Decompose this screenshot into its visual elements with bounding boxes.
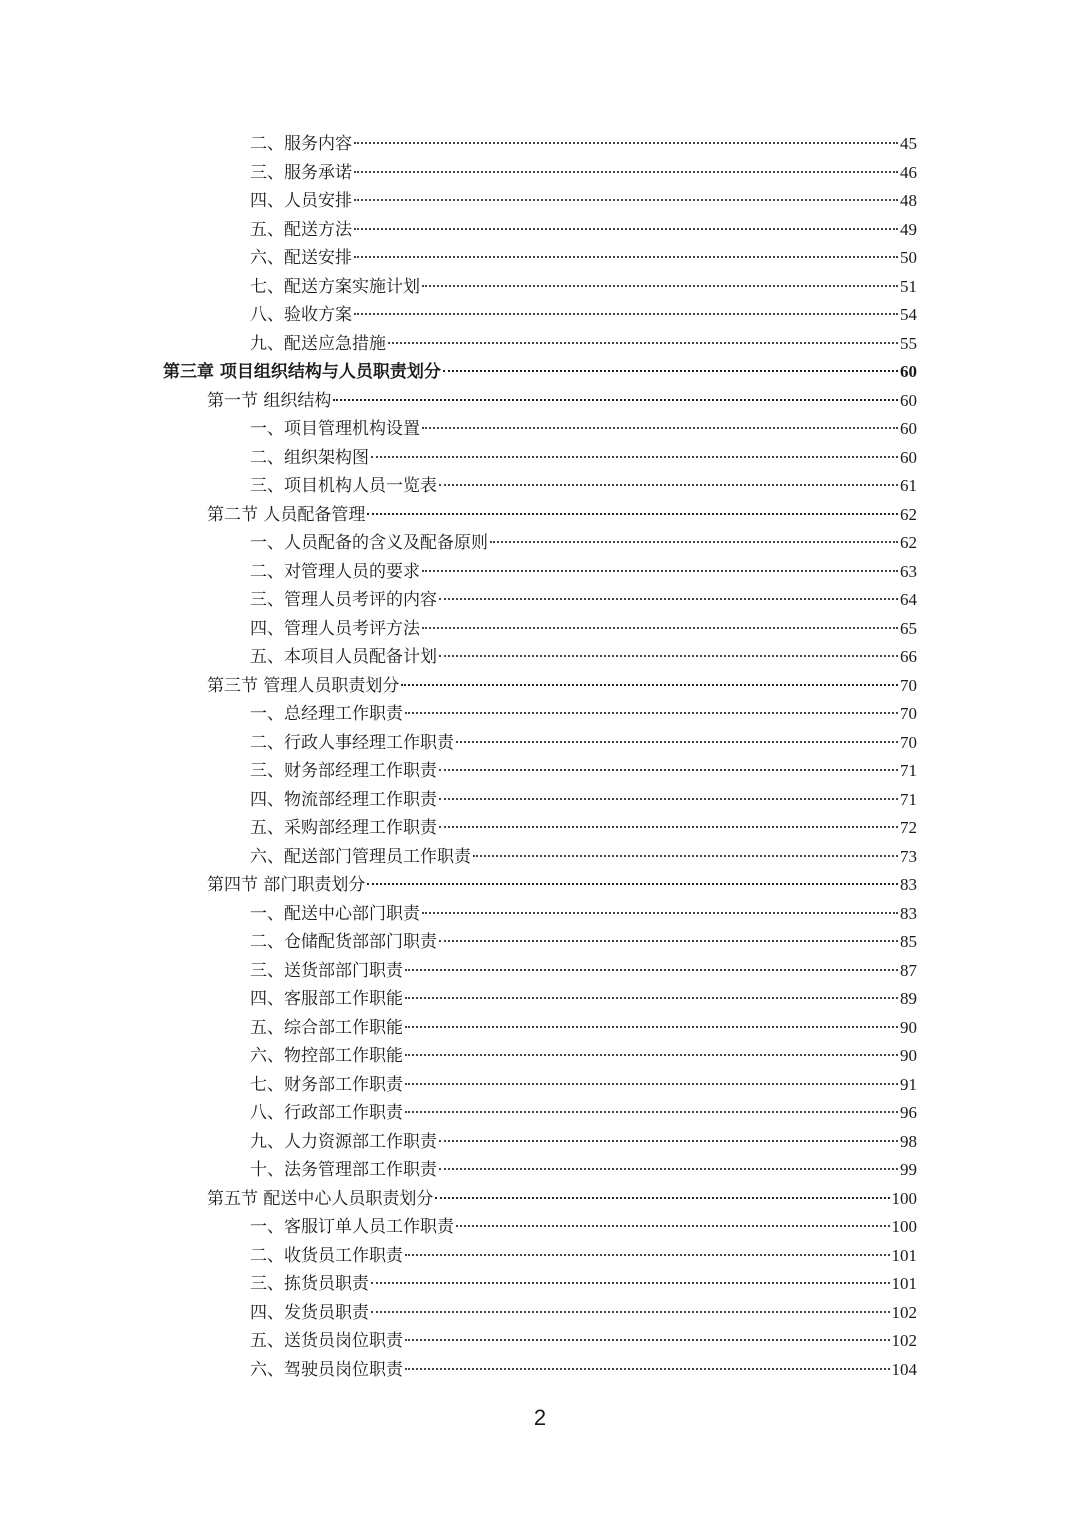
toc-item-entry[interactable] bbox=[0, 187, 917, 216]
toc-item-entry[interactable] bbox=[0, 1128, 917, 1157]
toc-item-entry[interactable] bbox=[0, 273, 917, 302]
toc-item-entry[interactable] bbox=[0, 757, 917, 786]
toc-entry-title: 一、配送中心部门职责 bbox=[250, 903, 420, 924]
toc-entry-title: 四、人员安排 bbox=[250, 191, 352, 211]
toc-item-entry[interactable] bbox=[0, 700, 917, 729]
toc-entry-title: 三、管理人员考评的内容 bbox=[250, 590, 437, 610]
toc-item-entry[interactable] bbox=[0, 444, 917, 473]
toc-entry-title: 二、对管理人员的要求 bbox=[250, 561, 420, 582]
dot-leader bbox=[405, 711, 898, 714]
dot-leader bbox=[354, 312, 898, 315]
dot-leader bbox=[354, 170, 898, 173]
toc-entry-title: 第五节 配送中心人员职责划分 bbox=[207, 1188, 434, 1209]
toc-item-entry[interactable] bbox=[0, 1099, 917, 1128]
toc-entry-page: 63 bbox=[900, 561, 917, 581]
toc-item-entry[interactable] bbox=[0, 643, 917, 672]
dot-leader bbox=[439, 825, 898, 828]
toc-entry-title: 第三节 管理人员职责划分 bbox=[207, 675, 400, 696]
toc-entry-title: 四、管理人员考评方法 bbox=[250, 618, 420, 639]
toc-entry-title: 二、仓储配货部部门职责 bbox=[250, 932, 437, 952]
toc-entry-title: 三、服务承诺 bbox=[250, 162, 352, 183]
dot-leader bbox=[439, 1139, 898, 1142]
dot-leader bbox=[439, 483, 898, 486]
toc-entry-title: 第四节 部门职责划分 bbox=[207, 875, 366, 895]
toc-entry-page: 62 bbox=[900, 504, 917, 524]
toc-entry-title: 十、法务管理部工作职责 bbox=[250, 1160, 437, 1180]
dot-leader bbox=[473, 854, 898, 857]
dot-leader bbox=[422, 569, 898, 572]
toc-entry-page: 50 bbox=[900, 248, 917, 267]
toc-item-entry[interactable] bbox=[0, 244, 917, 273]
toc-entry-title: 七、财务部工作职责 bbox=[250, 1074, 403, 1095]
toc-item-entry[interactable] bbox=[0, 415, 917, 444]
toc-entry-page: 91 bbox=[900, 1074, 917, 1094]
dot-leader bbox=[405, 1253, 890, 1256]
toc-entry-page: 46 bbox=[900, 162, 917, 182]
toc-entry-page: 65 bbox=[900, 618, 917, 638]
toc-entry-page: 70 bbox=[900, 732, 917, 752]
toc-entry-title: 一、客服订单人员工作职责 bbox=[250, 1217, 454, 1237]
toc-entry-page: 99 bbox=[900, 1160, 917, 1179]
toc-entry-page: 87 bbox=[900, 960, 917, 980]
toc-chapter-entry[interactable] bbox=[0, 358, 917, 387]
toc-entry-page: 60 bbox=[900, 390, 917, 410]
toc-entry-title: 三、送货部部门职责 bbox=[250, 960, 403, 981]
toc-section-entry[interactable] bbox=[0, 871, 917, 900]
toc-entry-page: 101 bbox=[891, 1274, 917, 1293]
toc-item-entry[interactable] bbox=[0, 1213, 917, 1242]
toc-entry-title: 二、组织架构图 bbox=[250, 447, 369, 468]
toc-entry-page: 72 bbox=[900, 818, 917, 837]
toc-entry-title: 九、配送应急措施 bbox=[250, 333, 386, 354]
toc-entry-title: 五、配送方法 bbox=[250, 219, 352, 240]
toc-entry-page: 98 bbox=[900, 1131, 917, 1151]
toc-item-entry[interactable] bbox=[0, 1071, 917, 1100]
toc-entry-page: 85 bbox=[900, 932, 917, 951]
toc-entry-title: 八、验收方案 bbox=[250, 305, 352, 325]
toc-entry-title: 三、项目机构人员一览表 bbox=[250, 476, 437, 496]
table-of-contents bbox=[0, 130, 1080, 1384]
toc-entry-title: 二、收货员工作职责 bbox=[250, 1245, 403, 1266]
toc-entry-title: 第三章 项目组织结构与人员职责划分 bbox=[163, 362, 441, 382]
toc-item-entry[interactable] bbox=[0, 843, 917, 872]
toc-entry-title: 六、配送安排 bbox=[250, 248, 352, 268]
dot-leader bbox=[405, 968, 898, 971]
toc-entry-page: 66 bbox=[900, 647, 917, 666]
dot-leader bbox=[439, 797, 898, 800]
toc-item-entry[interactable] bbox=[0, 1014, 917, 1043]
toc-entry-page: 55 bbox=[900, 333, 917, 353]
toc-entry-page: 51 bbox=[900, 276, 917, 296]
toc-entry-title: 三、财务部经理工作职责 bbox=[250, 761, 437, 781]
toc-item-entry[interactable] bbox=[0, 900, 917, 929]
toc-entry-title: 五、采购部经理工作职责 bbox=[250, 818, 437, 838]
dot-leader bbox=[333, 398, 898, 401]
dot-leader bbox=[439, 1167, 898, 1170]
toc-item-entry[interactable] bbox=[0, 1156, 917, 1185]
toc-entry-title: 一、人员配备的含义及配备原则 bbox=[250, 533, 488, 553]
toc-entry-title: 五、本项目人员配备计划 bbox=[250, 647, 437, 667]
toc-entry-title: 一、总经理工作职责 bbox=[250, 704, 403, 724]
dot-leader bbox=[435, 1196, 889, 1199]
toc-entry-page: 45 bbox=[900, 134, 917, 153]
toc-item-entry[interactable] bbox=[0, 301, 917, 330]
dot-leader bbox=[405, 996, 898, 999]
toc-item-entry[interactable] bbox=[0, 814, 917, 843]
dot-leader bbox=[456, 740, 898, 743]
toc-entry-title: 二、行政人事经理工作职责 bbox=[250, 732, 454, 753]
toc-section-entry[interactable] bbox=[0, 1185, 917, 1214]
toc-section-entry[interactable] bbox=[0, 501, 917, 530]
dot-leader bbox=[439, 939, 898, 942]
toc-entry-page: 62 bbox=[900, 533, 917, 552]
toc-item-entry[interactable] bbox=[0, 529, 917, 558]
toc-entry-title: 七、配送方案实施计划 bbox=[250, 276, 420, 297]
toc-item-entry[interactable] bbox=[0, 786, 917, 815]
toc-item-entry[interactable] bbox=[0, 928, 917, 957]
toc-entry-page: 100 bbox=[891, 1217, 917, 1236]
toc-entry-page: 60 bbox=[900, 419, 917, 438]
toc-item-entry[interactable] bbox=[0, 1242, 917, 1271]
toc-entry-title: 六、物控部工作职能 bbox=[250, 1046, 403, 1066]
toc-item-entry[interactable] bbox=[0, 1042, 917, 1071]
toc-entry-page: 71 bbox=[900, 789, 917, 809]
toc-entry-page: 60 bbox=[900, 362, 917, 381]
toc-entry-title: 四、发货员职责 bbox=[250, 1302, 369, 1323]
toc-entry-page: 61 bbox=[900, 476, 917, 495]
toc-entry-page: 83 bbox=[900, 875, 917, 894]
toc-item-entry[interactable] bbox=[0, 130, 917, 159]
toc-item-entry[interactable] bbox=[0, 1299, 917, 1328]
toc-entry-title: 二、服务内容 bbox=[250, 134, 352, 154]
toc-entry-title: 五、综合部工作职能 bbox=[250, 1017, 403, 1038]
dot-leader bbox=[439, 768, 898, 771]
dot-leader bbox=[405, 1367, 890, 1370]
toc-item-entry[interactable] bbox=[0, 615, 917, 644]
toc-entry-title: 八、行政部工作职责 bbox=[250, 1103, 403, 1123]
toc-item-entry[interactable] bbox=[0, 729, 917, 758]
dot-leader bbox=[422, 626, 898, 629]
toc-section-entry[interactable] bbox=[0, 672, 917, 701]
toc-entry-page: 70 bbox=[900, 675, 917, 695]
dot-leader bbox=[439, 597, 898, 600]
dot-leader bbox=[405, 1110, 898, 1113]
toc-entry-page: 89 bbox=[900, 989, 917, 1008]
toc-entry-page: 100 bbox=[891, 1188, 917, 1208]
toc-entry-page: 96 bbox=[900, 1103, 917, 1122]
dot-leader bbox=[371, 1281, 890, 1284]
dot-leader bbox=[354, 255, 898, 258]
toc-entry-title: 三、拣货员职责 bbox=[250, 1274, 369, 1294]
toc-entry-page: 54 bbox=[900, 305, 917, 324]
dot-leader bbox=[405, 1025, 898, 1028]
toc-entry-page: 101 bbox=[891, 1245, 917, 1265]
dot-leader bbox=[405, 1082, 898, 1085]
dot-leader bbox=[388, 341, 898, 344]
toc-entry-page: 70 bbox=[900, 704, 917, 723]
dot-leader bbox=[354, 198, 898, 201]
dot-leader bbox=[354, 227, 898, 230]
dot-leader bbox=[405, 1338, 890, 1341]
toc-item-entry[interactable] bbox=[0, 558, 917, 587]
toc-item-entry[interactable] bbox=[0, 159, 917, 188]
toc-entry-title: 六、驾驶员岗位职责 bbox=[250, 1359, 403, 1380]
toc-entry-page: 90 bbox=[900, 1046, 917, 1065]
toc-entry-title: 九、人力资源部工作职责 bbox=[250, 1131, 437, 1152]
toc-entry-page: 104 bbox=[891, 1359, 917, 1379]
dot-leader bbox=[371, 455, 898, 458]
toc-item-entry[interactable] bbox=[0, 1327, 917, 1356]
dot-leader bbox=[422, 911, 898, 914]
toc-item-entry[interactable] bbox=[0, 216, 917, 245]
dot-leader bbox=[422, 284, 898, 287]
toc-entry-title: 六、配送部门管理员工作职责 bbox=[250, 846, 471, 867]
dot-leader bbox=[354, 141, 898, 144]
dot-leader bbox=[439, 654, 898, 657]
dot-leader bbox=[456, 1224, 890, 1227]
toc-entry-title: 第二节 人员配备管理 bbox=[207, 504, 366, 525]
toc-section-entry[interactable] bbox=[0, 387, 917, 416]
toc-entry-page: 102 bbox=[891, 1302, 917, 1322]
toc-item-entry[interactable] bbox=[0, 330, 917, 359]
toc-item-entry[interactable] bbox=[0, 985, 917, 1014]
toc-entry-title: 第一节 组织结构 bbox=[207, 390, 332, 411]
toc-entry-title: 五、送货员岗位职责 bbox=[250, 1331, 403, 1351]
toc-entry-page: 83 bbox=[900, 903, 917, 923]
dot-leader bbox=[371, 1310, 890, 1313]
toc-entry-page: 102 bbox=[891, 1331, 917, 1350]
toc-entry-page: 90 bbox=[900, 1017, 917, 1037]
toc-entry-page: 49 bbox=[900, 219, 917, 239]
dot-leader bbox=[405, 1053, 898, 1056]
toc-entry-page: 64 bbox=[900, 590, 917, 609]
toc-entry-title: 一、项目管理机构设置 bbox=[250, 419, 420, 439]
dot-leader bbox=[443, 369, 898, 372]
toc-item-entry[interactable] bbox=[0, 586, 917, 615]
toc-entry-title: 四、物流部经理工作职责 bbox=[250, 789, 437, 810]
toc-entry-page: 71 bbox=[900, 761, 917, 780]
toc-entry-page: 73 bbox=[900, 846, 917, 866]
page-number: 2 bbox=[533, 1405, 547, 1430]
toc-entry-title: 四、客服部工作职能 bbox=[250, 989, 403, 1009]
toc-entry-page: 48 bbox=[900, 191, 917, 210]
toc-item-entry[interactable] bbox=[0, 1356, 917, 1385]
toc-item-entry[interactable] bbox=[0, 957, 917, 986]
dot-leader bbox=[422, 426, 898, 429]
dot-leader bbox=[367, 512, 898, 515]
toc-item-entry[interactable] bbox=[0, 472, 917, 501]
toc-item-entry[interactable] bbox=[0, 1270, 917, 1299]
toc-entry-page: 60 bbox=[900, 447, 917, 467]
dot-leader bbox=[367, 882, 898, 885]
dot-leader bbox=[490, 540, 898, 543]
dot-leader bbox=[401, 683, 898, 686]
